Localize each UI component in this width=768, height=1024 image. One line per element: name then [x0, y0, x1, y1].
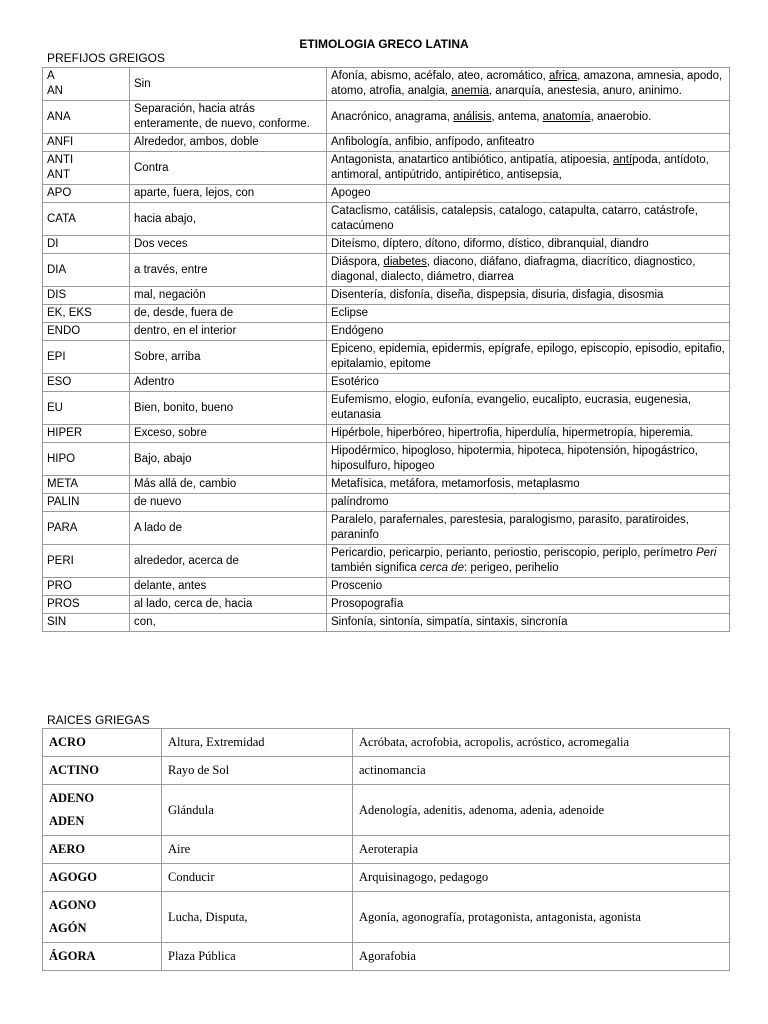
- prefix-row: [43, 101, 730, 134]
- prefix-cell: ESO: [43, 374, 130, 392]
- prefix-row: [43, 494, 730, 512]
- prefix-meaning-cell: con,: [130, 614, 327, 632]
- root-examples-cell: Agonía, agonografía, protagonista, antagonista, agonista: [353, 892, 730, 943]
- prefix-meaning-cell: Exceso, sobre: [130, 425, 327, 443]
- prefix-cell: PRO: [43, 578, 130, 596]
- root-meaning-cell: Conducir: [162, 864, 353, 892]
- prefix-row: [43, 578, 730, 596]
- prefix-row: [43, 203, 730, 236]
- prefix-row: [43, 305, 730, 323]
- prefix-examples-cell: Anfibología, anfibio, anfípodo, anfiteatro: [327, 134, 730, 152]
- root-row: [43, 836, 730, 864]
- prefix-meaning-cell: Sin: [130, 68, 327, 101]
- root-cell: ACTINO: [43, 757, 162, 785]
- prefix-cell: ANTI ANT: [43, 152, 130, 185]
- prefix-examples-cell: Endógeno: [327, 323, 730, 341]
- prefix-meaning-cell: de nuevo: [130, 494, 327, 512]
- prefix-examples-cell: Epiceno, epidemia, epidermis, epígrafe, epilogo, episcopio, episodio, epitafio, epitalamio, epitome: [327, 341, 730, 374]
- prefix-examples-cell: Hipodérmico, hipogloso, hipotermia, hipoteca, hipotensión, hipogástrico, hiposulfuro, hipogeo: [327, 443, 730, 476]
- roots-table: [42, 728, 730, 971]
- root-row: [43, 943, 730, 971]
- roots-heading: RAICES GRIEGAS: [47, 713, 150, 727]
- prefix-meaning-cell: delante, antes: [130, 578, 327, 596]
- prefix-meaning-cell: hacia abajo,: [130, 203, 327, 236]
- root-examples-cell: Acróbata, acrofobia, acropolis, acróstico, acromegalia: [353, 729, 730, 757]
- prefix-examples-cell: Sinfonía, sintonía, simpatía, sintaxis, sincronía: [327, 614, 730, 632]
- prefix-cell: DI: [43, 236, 130, 254]
- prefix-row: [43, 374, 730, 392]
- prefix-meaning-cell: Más allá de, cambio: [130, 476, 327, 494]
- prefix-cell: ANFI: [43, 134, 130, 152]
- root-meaning-cell: Altura, Extremidad: [162, 729, 353, 757]
- prefix-meaning-cell: Bajo, abajo: [130, 443, 327, 476]
- root-examples-cell: Aeroterapia: [353, 836, 730, 864]
- prefix-examples-cell: Eclipse: [327, 305, 730, 323]
- prefix-cell: DIS: [43, 287, 130, 305]
- prefix-examples-cell: Paralelo, parafernales, parestesia, paralogismo, parasito, paratiroides, paraninfo: [327, 512, 730, 545]
- prefix-cell: A AN: [43, 68, 130, 101]
- prefix-examples-cell: Diáspora, diabetes, diacono, diáfano, diafragma, diacrítico, diagnostico, diagonal, dialecto, diámetro, diarrea: [327, 254, 730, 287]
- prefix-row: [43, 254, 730, 287]
- root-examples-cell: actinomancia: [353, 757, 730, 785]
- prefix-cell: META: [43, 476, 130, 494]
- prefix-cell: PROS: [43, 596, 130, 614]
- prefix-cell: HIPO: [43, 443, 130, 476]
- prefix-cell: EK, EKS: [43, 305, 130, 323]
- prefix-meaning-cell: Contra: [130, 152, 327, 185]
- prefix-row: [43, 614, 730, 632]
- prefix-meaning-cell: Bien, bonito, bueno: [130, 392, 327, 425]
- prefix-row: [43, 425, 730, 443]
- prefix-row: [43, 323, 730, 341]
- prefix-meaning-cell: de, desde, fuera de: [130, 305, 327, 323]
- prefix-meaning-cell: al lado, cerca de, hacia: [130, 596, 327, 614]
- prefix-row: [43, 392, 730, 425]
- prefix-meaning-cell: Separación, hacia atrás enteramente, de nuevo, conforme.: [130, 101, 327, 134]
- prefix-meaning-cell: aparte, fuera, lejos, con: [130, 185, 327, 203]
- prefix-row: [43, 596, 730, 614]
- prefix-examples-cell: palíndromo: [327, 494, 730, 512]
- prefix-cell: APO: [43, 185, 130, 203]
- prefixes-table: [42, 67, 730, 632]
- prefix-row: [43, 287, 730, 305]
- prefix-examples-cell: Esotérico: [327, 374, 730, 392]
- root-cell: AGONO AGÓN: [43, 892, 162, 943]
- prefix-cell: DIA: [43, 254, 130, 287]
- prefix-cell: CATA: [43, 203, 130, 236]
- prefix-examples-cell: Diteísmo, díptero, dítono, diformo, dístico, dibranquial, diandro: [327, 236, 730, 254]
- prefix-meaning-cell: alrededor, acerca de: [130, 545, 327, 578]
- prefix-cell: EU: [43, 392, 130, 425]
- prefix-examples-cell: Anacrónico, anagrama, análisis, antema, anatomía, anaerobio.: [327, 101, 730, 134]
- prefix-examples-cell: Pericardio, pericarpio, perianto, periostio, periscopio, periplo, perímetro Peri también significa cerca de: perigeo, perihelio: [327, 545, 730, 578]
- prefix-row: [43, 512, 730, 545]
- root-row: [43, 864, 730, 892]
- root-cell: AERO: [43, 836, 162, 864]
- prefix-examples-cell: Disentería, disfonía, diseña, dispepsia, disuria, disfagia, disosmia: [327, 287, 730, 305]
- prefix-examples-cell: Afonía, abismo, acéfalo, ateo, acromático, africa, amazona, amnesia, apodo, atomo, atrofia, analgia, anemia, anarquía, anestesia, anuro, aninimo.: [327, 68, 730, 101]
- prefix-examples-cell: Prosopografía: [327, 596, 730, 614]
- prefix-examples-cell: Antagonista, anatartico antibiótico, antipatía, atipoesia, antípoda, antídoto, antimoral, antipútrido, antipirético, antisepsia,: [327, 152, 730, 185]
- prefix-cell: HIPER: [43, 425, 130, 443]
- root-cell: ACRO: [43, 729, 162, 757]
- prefix-meaning-cell: Dos veces: [130, 236, 327, 254]
- prefix-examples-cell: Metafísica, metáfora, metamorfosis, metaplasmo: [327, 476, 730, 494]
- prefixes-heading: PREFIJOS GREIGOS: [47, 51, 166, 65]
- prefix-examples-cell: Proscenio: [327, 578, 730, 596]
- root-meaning-cell: Lucha, Disputa,: [162, 892, 353, 943]
- prefix-row: [43, 68, 730, 101]
- prefix-row: [43, 236, 730, 254]
- prefix-examples-cell: Hipérbole, hiperbóreo, hipertrofia, hiperdulía, hipermetropía, hiperemia.: [327, 425, 730, 443]
- root-examples-cell: Adenología, adenitis, adenoma, adenia, adenoide: [353, 785, 730, 836]
- prefix-meaning-cell: Adentro: [130, 374, 327, 392]
- prefix-meaning-cell: Alrededor, ambos, doble: [130, 134, 327, 152]
- root-row: [43, 892, 730, 943]
- root-cell: ÁGORA: [43, 943, 162, 971]
- prefix-examples-cell: Apogeo: [327, 185, 730, 203]
- root-meaning-cell: Plaza Pública: [162, 943, 353, 971]
- prefix-meaning-cell: mal, negación: [130, 287, 327, 305]
- root-row: [43, 757, 730, 785]
- prefix-examples-cell: Cataclismo, catálisis, catalepsis, catalogo, catapulta, catarro, catástrofe, catacúmeno: [327, 203, 730, 236]
- prefix-row: [43, 134, 730, 152]
- root-meaning-cell: Aire: [162, 836, 353, 864]
- prefix-meaning-cell: Sobre, arriba: [130, 341, 327, 374]
- root-row: [43, 785, 730, 836]
- prefix-meaning-cell: dentro, en el interior: [130, 323, 327, 341]
- prefix-cell: PERI: [43, 545, 130, 578]
- prefix-cell: PARA: [43, 512, 130, 545]
- prefix-cell: ANA: [43, 101, 130, 134]
- prefix-examples-cell: Eufemismo, elogio, eufonía, evangelio, eucalipto, eucrasia, eugenesia, eutanasia: [327, 392, 730, 425]
- prefix-meaning-cell: A lado de: [130, 512, 327, 545]
- root-cell: AGOGO: [43, 864, 162, 892]
- prefix-cell: EPI: [43, 341, 130, 374]
- root-examples-cell: Agorafobia: [353, 943, 730, 971]
- root-meaning-cell: Glándula: [162, 785, 353, 836]
- root-cell: ADENO ADEN: [43, 785, 162, 836]
- prefix-row: [43, 152, 730, 185]
- prefix-row: [43, 341, 730, 374]
- page-title: ETIMOLOGIA GRECO LATINA: [299, 37, 469, 51]
- prefix-cell: ENDO: [43, 323, 130, 341]
- prefix-meaning-cell: a través, entre: [130, 254, 327, 287]
- prefix-row: [43, 545, 730, 578]
- root-meaning-cell: Rayo de Sol: [162, 757, 353, 785]
- prefix-cell: SIN: [43, 614, 130, 632]
- prefix-row: [43, 443, 730, 476]
- prefix-row: [43, 185, 730, 203]
- prefix-row: [43, 476, 730, 494]
- prefix-cell: PALIN: [43, 494, 130, 512]
- root-examples-cell: Arquisinagogo, pedagogo: [353, 864, 730, 892]
- root-row: [43, 729, 730, 757]
